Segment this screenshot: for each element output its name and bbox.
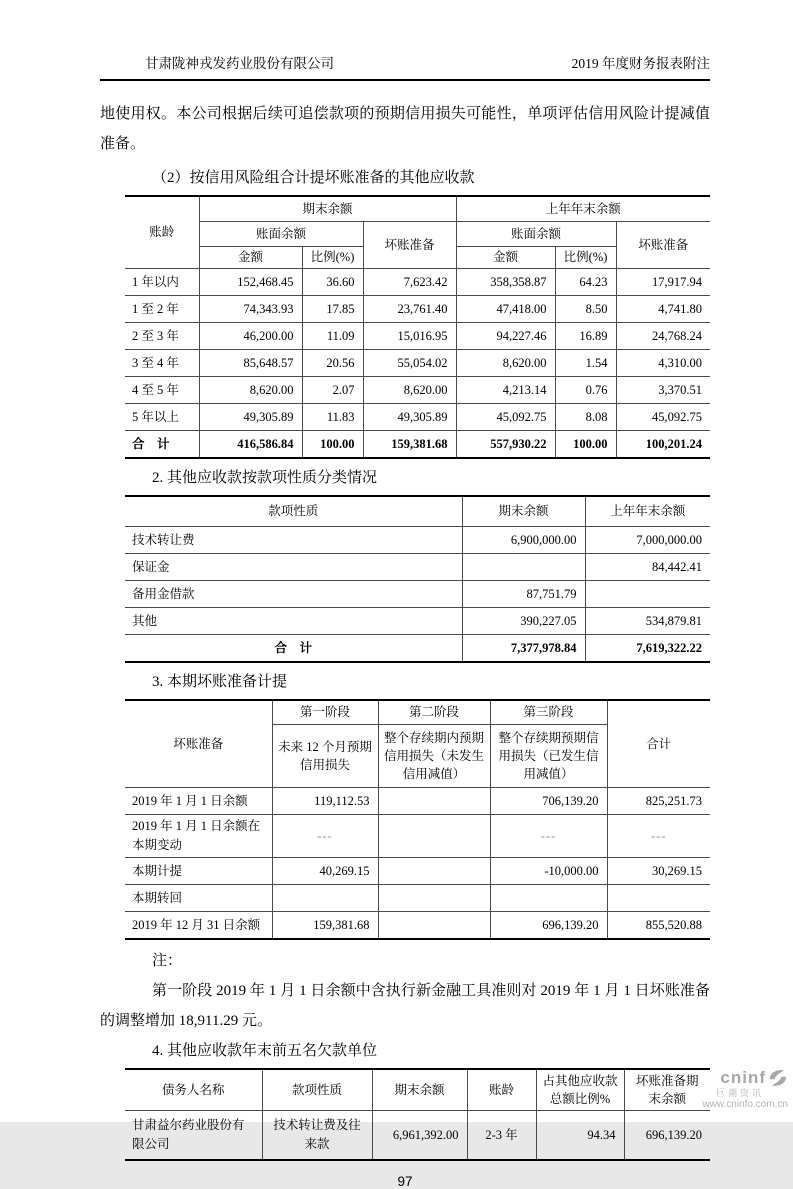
- table-row: [125, 581, 710, 608]
- cell-prior-bad-debt: 100,201.24: [616, 431, 710, 459]
- header-ratio: 比例(%): [555, 247, 616, 269]
- section-title-debtors: 4. 其他应收款年末前五名欠款单位: [152, 1043, 378, 1059]
- header-bad-debt: 坏账准备: [125, 700, 272, 788]
- table-row: [125, 885, 710, 912]
- header-nature: 款项性质: [262, 1069, 372, 1111]
- page-number: 97: [397, 1174, 413, 1189]
- cell-aging: 2-3 年: [467, 1111, 536, 1161]
- cell-prior-amount: 94,227.46: [456, 323, 555, 350]
- cell-debtor: 甘肃益尔药业股份有限公司: [125, 1111, 262, 1161]
- table-header-row: [125, 196, 710, 222]
- running-header: [100, 0, 710, 81]
- header-prior-year-group: 上年年末余额: [456, 196, 710, 222]
- cell-prior-ratio: 0.76: [555, 377, 616, 404]
- cell-amount: 49,305.89: [199, 404, 302, 431]
- cell-prior-bad-debt: 17,917.94: [616, 269, 710, 296]
- cell-stage3: [490, 885, 607, 912]
- header-stage1-desc: 未来 12 个月预期信用损失: [272, 725, 378, 788]
- header-bad-debt: 坏账准备: [616, 222, 710, 269]
- table-row: [125, 269, 710, 296]
- cell-prior-amount: 557,930.22: [456, 431, 555, 459]
- cell-aging: 2 至 3 年: [125, 323, 199, 350]
- header-total: 合计: [607, 700, 710, 788]
- cell-ratio: 94.34: [536, 1111, 624, 1161]
- cell-aging: 1 年以内: [125, 269, 199, 296]
- cell-prior-bad-debt: 45,092.75: [616, 404, 710, 431]
- cell-total: 855,520.88: [607, 912, 710, 940]
- page-content: [100, 0, 710, 1189]
- cell-amount: 416,586.84: [199, 431, 302, 459]
- cell-ratio: 36.60: [302, 269, 363, 296]
- cell-ratio: 20.56: [302, 350, 363, 377]
- cell-prior-bad-debt: 4,310.00: [616, 350, 710, 377]
- cell-bad-debt: 7,623.42: [363, 269, 456, 296]
- report-title: 2019 年度财务报表附注: [571, 56, 710, 71]
- cell-stage1: 40,269.15: [272, 858, 378, 885]
- header-ratio: 比例(%): [302, 247, 363, 269]
- cell-bad-debt: 23,761.40: [363, 296, 456, 323]
- cell-amount: 74,343.93: [199, 296, 302, 323]
- bad-debt-stage-table: [125, 699, 710, 940]
- cell-bad-debt: 8,620.00: [363, 377, 456, 404]
- table-header-row: [125, 496, 710, 527]
- cell-prior: [585, 581, 710, 608]
- header-aging: 账龄: [125, 196, 199, 269]
- cell-period-end: 6,961,392.00: [372, 1111, 467, 1161]
- cell-aging: 5 年以上: [125, 404, 199, 431]
- cell-stage2: [378, 912, 490, 940]
- cell-period-end: 390,227.05: [462, 608, 585, 635]
- table-row: [125, 788, 710, 815]
- cell-total: 825,251.73: [607, 788, 710, 815]
- cell-label: 2019 年 1 月 1 日余额在本期变动: [125, 815, 272, 858]
- cell-prior-ratio: 8.50: [555, 296, 616, 323]
- header-stage2: 第二阶段: [378, 700, 490, 725]
- cell-total: [607, 885, 710, 912]
- header-bad-debt: 坏账准备期末余额: [624, 1069, 710, 1111]
- cell-ratio: 2.07: [302, 377, 363, 404]
- cell-amount: 46,200.00: [199, 323, 302, 350]
- header-debtor: 债务人名称: [125, 1069, 262, 1111]
- cell-ratio: 11.09: [302, 323, 363, 350]
- cell-total: ---: [607, 815, 710, 858]
- header-stage1: 第一阶段: [272, 700, 378, 725]
- header-stage3: 第三阶段: [490, 700, 607, 725]
- cell-stage3: 696,139.20: [490, 912, 607, 940]
- table-row: [125, 608, 710, 635]
- cell-prior-amount: 47,418.00: [456, 296, 555, 323]
- cell-bad-debt: 49,305.89: [363, 404, 456, 431]
- header-stage3-desc: 整个存续期预期信用损失（已发生信用减值）: [490, 725, 607, 788]
- cell-prior: 7,000,000.00: [585, 527, 710, 554]
- cell-ratio: 11.83: [302, 404, 363, 431]
- cell-period-end: 87,751.79: [462, 581, 585, 608]
- header-amount: 金额: [199, 247, 302, 269]
- header-book-balance: 账面余额: [456, 222, 616, 247]
- cell-amount: 85,648.57: [199, 350, 302, 377]
- cell-nature: 其他: [125, 608, 462, 635]
- watermark-brand-text: 巨潮资讯: [715, 1088, 764, 1098]
- cell-prior-ratio: 8.08: [555, 404, 616, 431]
- note-paragraph: 第一阶段 2019 年 1 月 1 日余额中含执行新金融工具准则对 2019 年 1 月 1 日坏账准备的调整增加 18,911.29 元。: [100, 983, 710, 1029]
- header-nature: 款项性质: [125, 496, 462, 527]
- header-amount: 金额: [456, 247, 555, 269]
- cell-prior-bad-debt: 3,370.51: [616, 377, 710, 404]
- header-period-end: 期末余额: [372, 1069, 467, 1111]
- header-period-end: 期末余额: [462, 496, 585, 527]
- cell-stage1: 119,112.53: [272, 788, 378, 815]
- cell-aging: 4 至 5 年: [125, 377, 199, 404]
- cell-prior-amount: 8,620.00: [456, 350, 555, 377]
- cell-ratio: 100.00: [302, 431, 363, 459]
- cell-stage2: [378, 858, 490, 885]
- cell-period-end: [462, 554, 585, 581]
- table-row: [125, 527, 710, 554]
- table-total-row: [125, 431, 710, 459]
- header-prior-year-end: 上年年末余额: [585, 496, 710, 527]
- cell-prior: 84,442.41: [585, 554, 710, 581]
- cell-stage1: ---: [272, 815, 378, 858]
- cell-stage1: 159,381.68: [272, 912, 378, 940]
- cell-stage2: [378, 788, 490, 815]
- cell-nature: 技术转让费: [125, 527, 462, 554]
- cell-prior: 534,879.81: [585, 608, 710, 635]
- cninfo-logo-text: cninf: [720, 1068, 766, 1087]
- cell-prior-amount: 4,213.14: [456, 377, 555, 404]
- table-row: [125, 554, 710, 581]
- section-title-aging: （2）按信用风险组合计提坏账准备的其他应收款: [152, 170, 475, 186]
- cell-stage1: [272, 885, 378, 912]
- table-total-row: [125, 635, 710, 663]
- header-aging: 账龄: [467, 1069, 536, 1111]
- header-book-balance: 账面余额: [199, 222, 363, 247]
- table-row: [125, 912, 710, 940]
- header-bad-debt: 坏账准备: [363, 222, 456, 269]
- table-row: [125, 404, 710, 431]
- cell-aging: 3 至 4 年: [125, 350, 199, 377]
- section-title-nature: 2. 其他应收款按款项性质分类情况: [152, 470, 378, 486]
- cell-label: 本期转回: [125, 885, 272, 912]
- cninfo-watermark: [702, 1068, 788, 1110]
- cell-period-end: 6,900,000.00: [462, 527, 585, 554]
- cell-total-label: 合 计: [125, 431, 199, 459]
- cell-bad-debt: 15,016.95: [363, 323, 456, 350]
- cell-stage3: ---: [490, 815, 607, 858]
- table-header-row: [125, 700, 710, 725]
- cell-bad-debt: 55,054.02: [363, 350, 456, 377]
- cell-nature: 技术转让费及往来款: [262, 1111, 372, 1161]
- table-header-row: [125, 222, 710, 247]
- cell-aging: 1 至 2 年: [125, 296, 199, 323]
- cell-stage2: [378, 815, 490, 858]
- top-debtors-table: [125, 1068, 710, 1161]
- table-row: [125, 323, 710, 350]
- cell-stage3: -10,000.00: [490, 858, 607, 885]
- cell-label: 2019 年 1 月 1 日余额: [125, 788, 272, 815]
- cell-prior-amount: 358,358.87: [456, 269, 555, 296]
- intro-paragraph: 地使用权。本公司根据后续可追偿款项的预期信用损失可能性，单项评估信用风险计提减值准备。: [100, 106, 710, 152]
- table-row: [125, 296, 710, 323]
- cell-prior-ratio: 1.54: [555, 350, 616, 377]
- aging-analysis-table: [125, 195, 710, 459]
- cell-bad-debt: 159,381.68: [363, 431, 456, 459]
- cell-prior-ratio: 100.00: [555, 431, 616, 459]
- header-stage2-desc: 整个存续期内预期信用损失（未发生信用减值）: [378, 725, 490, 788]
- cell-prior-amount: 45,092.75: [456, 404, 555, 431]
- watermark-logo-row: [702, 1068, 788, 1088]
- cell-amount: 8,620.00: [199, 377, 302, 404]
- cell-ratio: 17.85: [302, 296, 363, 323]
- cell-prior: 7,619,322.22: [585, 635, 710, 663]
- nature-classification-table: [125, 495, 710, 663]
- header-ratio: 占其他应收款总额比例%: [536, 1069, 624, 1111]
- table-row: [125, 377, 710, 404]
- cell-total: 30,269.15: [607, 858, 710, 885]
- cell-period-end: 7,377,978.84: [462, 635, 585, 663]
- cell-nature: 保证金: [125, 554, 462, 581]
- cell-prior-ratio: 64.23: [555, 269, 616, 296]
- cell-amount: 152,468.45: [199, 269, 302, 296]
- cell-total-label: 合 计: [125, 635, 462, 663]
- table-row: [125, 350, 710, 377]
- table-header-row: [125, 1069, 710, 1111]
- company-name: 甘肃陇神戎发药业股份有限公司: [145, 56, 334, 71]
- cell-stage3: 706,139.20: [490, 788, 607, 815]
- table-row: [125, 1111, 710, 1161]
- note-label: 注：: [152, 953, 183, 969]
- cell-prior-bad-debt: 24,768.24: [616, 323, 710, 350]
- cell-nature: 备用金借款: [125, 581, 462, 608]
- cell-prior-bad-debt: 4,741.80: [616, 296, 710, 323]
- cell-stage2: [378, 885, 490, 912]
- table-row: [125, 815, 710, 858]
- cell-label: 本期计提: [125, 858, 272, 885]
- header-period-end-group: 期末余额: [199, 196, 456, 222]
- cninfo-logo-icon: [768, 1068, 788, 1088]
- table-row: [125, 858, 710, 885]
- cell-prior-ratio: 16.89: [555, 323, 616, 350]
- cell-bad-debt: 696,139.20: [624, 1111, 710, 1161]
- section-title-stage: 3. 本期坏账准备计提: [152, 674, 288, 690]
- cell-label: 2019 年 12 月 31 日余额: [125, 912, 272, 940]
- watermark-url: www.cninfo.com.cn: [702, 1099, 788, 1110]
